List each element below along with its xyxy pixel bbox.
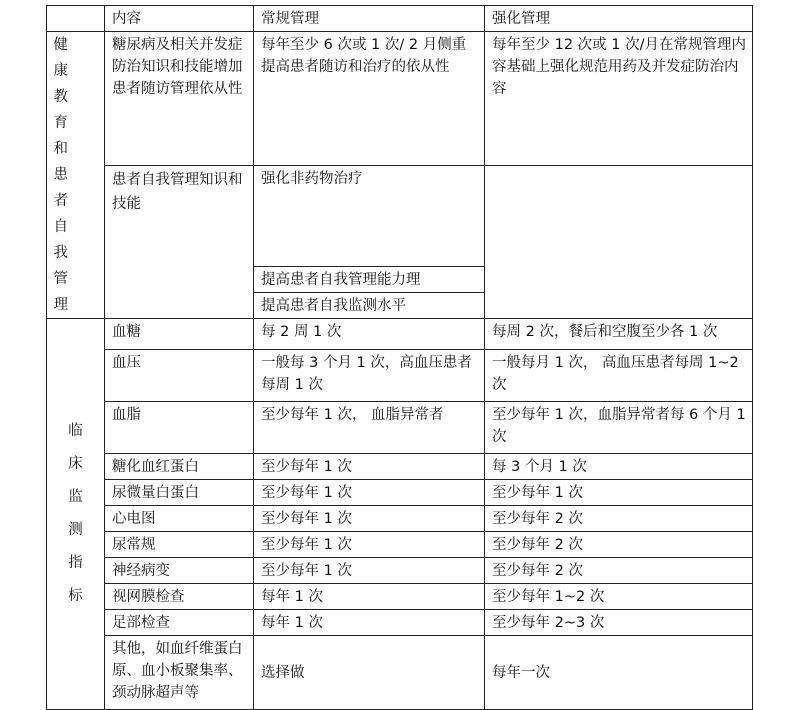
category-label: 健康教育和患者自我管理 bbox=[53, 37, 77, 313]
regular-cell: 强化非药物治疗 bbox=[254, 166, 485, 267]
regular-cell: 每年 1 次 bbox=[254, 584, 485, 610]
table-row bbox=[47, 506, 753, 532]
intensive-cell: 至少每年 2~3 次 bbox=[485, 610, 753, 636]
content-cell: 糖化血红蛋白 bbox=[105, 454, 254, 480]
intensive-cell: 至少每年 1~2 次 bbox=[485, 584, 753, 610]
diabetes-management-table bbox=[46, 5, 753, 710]
category-health-education bbox=[47, 32, 105, 319]
regular-cell: 每年至少 6 次或 1 次/ 2 月侧重提高患者随访和治疗的依从性 bbox=[254, 32, 485, 166]
table-row bbox=[47, 584, 753, 610]
intensive-cell: 每年一次 bbox=[485, 636, 753, 710]
category-clinical-monitoring bbox=[47, 319, 105, 710]
table-row bbox=[47, 480, 753, 506]
regular-cell: 一般每 3 个月 1 次，高血压患者每周 1 次 bbox=[254, 350, 485, 402]
header-regular: 常规管理 bbox=[254, 6, 485, 32]
table-row bbox=[47, 558, 753, 584]
regular-cell: 每 2 周 1 次 bbox=[254, 319, 485, 350]
content-cell: 糖尿病及相关并发症防治知识和技能增加患者随访管理依从性 bbox=[105, 32, 254, 166]
intensive-cell: 至少每年 2 次 bbox=[485, 558, 753, 584]
intensive-cell: 每周 2 次，餐后和空腹至少各 1 次 bbox=[485, 319, 753, 350]
header-row bbox=[47, 6, 753, 32]
header-intensive: 强化管理 bbox=[485, 6, 753, 32]
content-cell: 患者自我管理知识和技能 bbox=[105, 166, 254, 319]
header-empty-cell bbox=[47, 6, 105, 32]
content-cell: 尿微量白蛋白 bbox=[105, 480, 254, 506]
intensive-cell bbox=[485, 166, 753, 319]
regular-cell: 至少每年 1 次 bbox=[254, 506, 485, 532]
intensive-cell: 至少每年 2 次 bbox=[485, 506, 753, 532]
intensive-cell: 每年至少 12 次或 1 次/月在常规管理内容基础上强化规范用药及并发症防治内容 bbox=[485, 32, 753, 166]
content-cell: 足部检查 bbox=[105, 610, 254, 636]
regular-cell: 选择做 bbox=[254, 636, 485, 710]
content-cell: 血脂 bbox=[105, 402, 254, 454]
regular-cell: 至少每年 1 次 bbox=[254, 558, 485, 584]
content-cell: 神经病变 bbox=[105, 558, 254, 584]
regular-cell: 至少每年 1 次， 血脂异常者 bbox=[254, 402, 485, 454]
regular-cell: 至少每年 1 次 bbox=[254, 454, 485, 480]
intensive-cell: 一般每月 1 次， 高血压患者每周 1~2 次 bbox=[485, 350, 753, 402]
content-cell: 其他，如血纤维蛋白原、血小板聚集率、颈动脉超声等 bbox=[105, 636, 254, 710]
table-row bbox=[47, 610, 753, 636]
category-label: 临床监测指标 bbox=[68, 423, 83, 604]
content-cell: 心电图 bbox=[105, 506, 254, 532]
regular-cell: 提高患者自我监测水平 bbox=[254, 293, 485, 319]
content-cell: 血压 bbox=[105, 350, 254, 402]
regular-cell: 至少每年 1 次 bbox=[254, 532, 485, 558]
table-row bbox=[47, 402, 753, 454]
table-row bbox=[47, 32, 753, 166]
content-cell: 视网膜检查 bbox=[105, 584, 254, 610]
content-cell: 尿常规 bbox=[105, 532, 254, 558]
table-row bbox=[47, 319, 753, 350]
intensive-cell: 每 3 个月 1 次 bbox=[485, 454, 753, 480]
table-row bbox=[47, 454, 753, 480]
table-row bbox=[47, 166, 753, 267]
table-row bbox=[47, 532, 753, 558]
intensive-cell: 至少每年 1 次 bbox=[485, 480, 753, 506]
content-cell: 血糖 bbox=[105, 319, 254, 350]
table-wrapper bbox=[46, 5, 753, 710]
table-row bbox=[47, 636, 753, 710]
intensive-cell: 至少每年 1 次，血脂异常者每 6 个月 1 次 bbox=[485, 402, 753, 454]
header-content: 内容 bbox=[105, 6, 254, 32]
regular-cell: 至少每年 1 次 bbox=[254, 480, 485, 506]
regular-cell: 每年 1 次 bbox=[254, 610, 485, 636]
intensive-cell: 至少每年 2 次 bbox=[485, 532, 753, 558]
table-row bbox=[47, 350, 753, 402]
regular-cell: 提高患者自我管理能力理 bbox=[254, 267, 485, 293]
